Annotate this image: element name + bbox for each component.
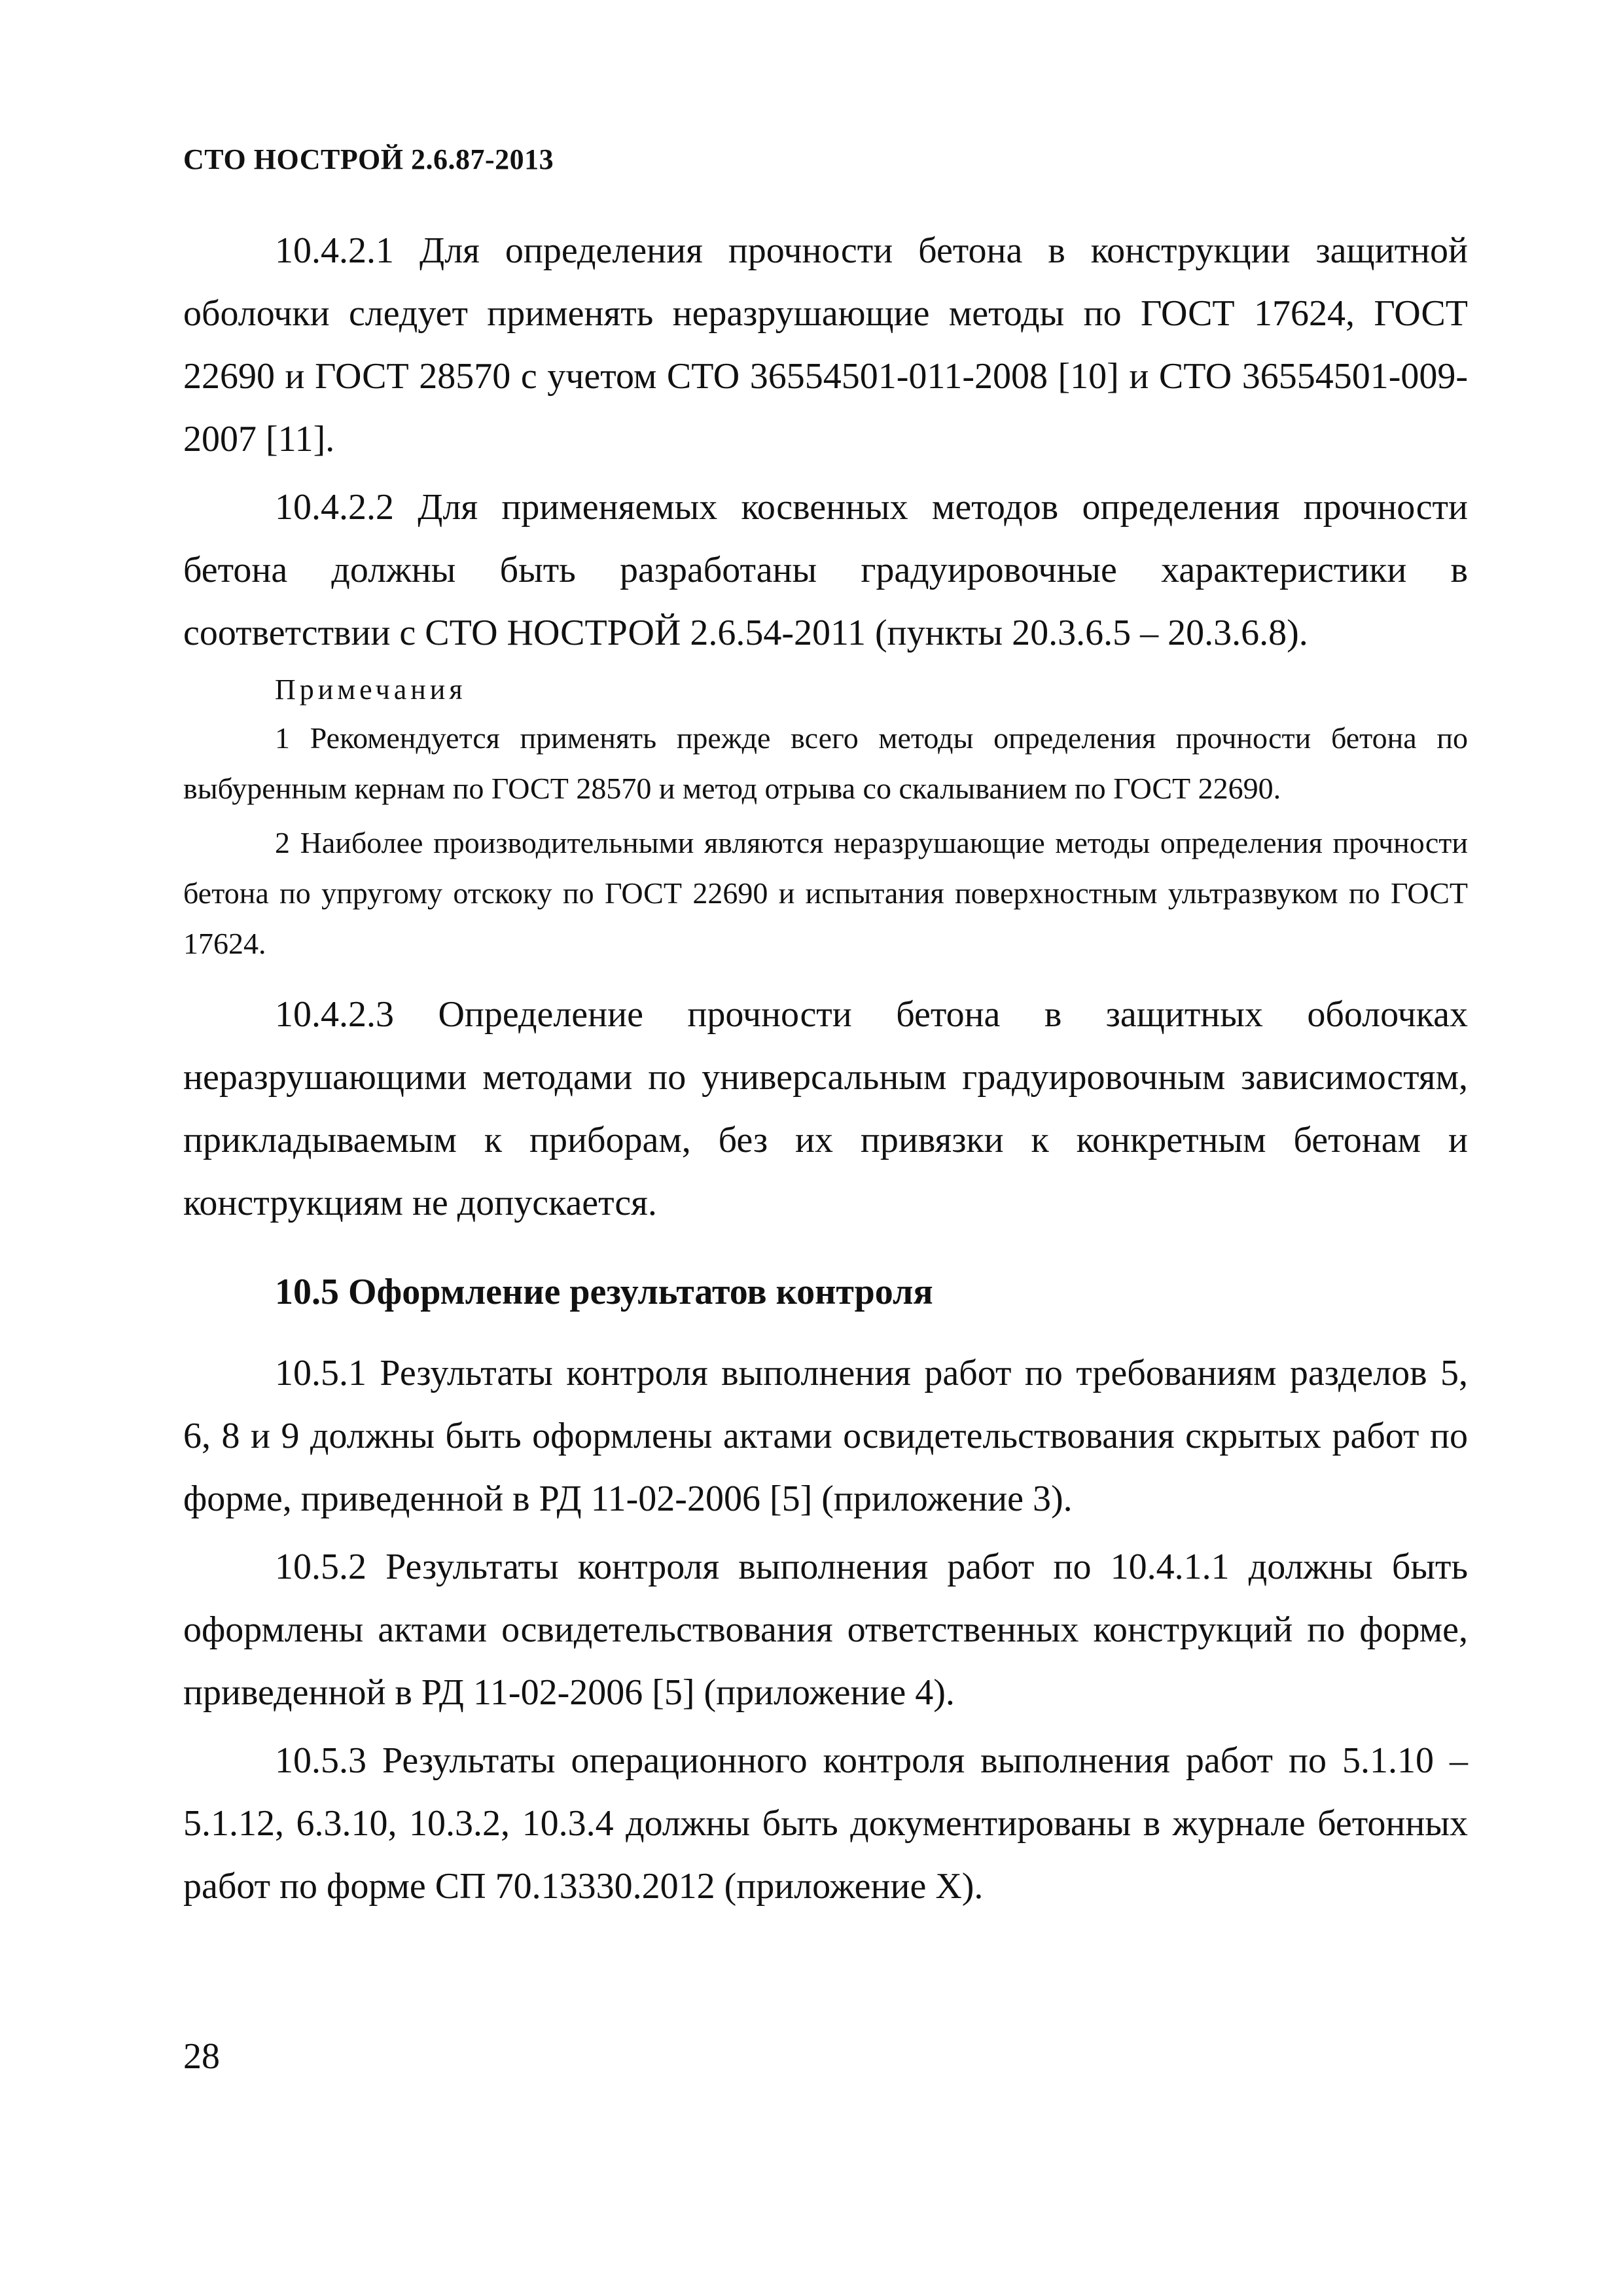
section-heading: 10.5 Оформление результатов контроля [275, 1272, 933, 1312]
page-number: 28 [183, 2036, 220, 2077]
note-2: 2 Наиболее производительными являются неразрушающие методы определения прочности бетона по упругому отскоку по ГОСТ 22690 и испытания поверхностным ультразвуком по ГОСТ 17624. [183, 826, 1468, 960]
notes-title: Примечания [275, 673, 467, 706]
paragraph-10-5-3: 10.5.3 Результаты операционного контроля выполнения работ по 5.1.10 – 5.1.12, 6.3.10, 10.3.2, 10.3.4 должны быть документированы в журнале бетонных работ по форме СП 70.13330.2012 (приложение Х). [183, 1740, 1468, 1907]
paragraph-10-5-2: 10.5.2 Результаты контроля выполнения работ по 10.4.1.1 должны быть оформлены актами освидетельствования ответственных конструкций по форме, приведенной в РД 11-02-2006 [5] (приложение 4). [183, 1547, 1468, 1713]
document-body [183, 219, 1468, 1923]
paragraph-10-4-2-2: 10.4.2.2 Для применяемых косвенных методов определения прочности бетона должны быть разработаны градуировочные характеристики в соответствии с СТО НОСТРОЙ 2.6.54-2011 (пункты 20.3.6.5 – 20.3.6.8). [183, 487, 1468, 653]
document-header: СТО НОСТРОЙ 2.6.87-2013 [183, 143, 554, 175]
notes-block [183, 667, 1468, 969]
paragraph-10-5-1: 10.5.1 Результаты контроля выполнения работ по требованиям разделов 5, 6, 8 и 9 должны быть оформлены актами освидетельствования скрытых работ по форме, приведенной в РД 11-02-2006 [5] (приложение 3). [183, 1353, 1468, 1519]
paragraph-10-4-2-3: 10.4.2.3 Определение прочности бетона в защитных оболочках неразрушающими методами по универсальным градуировочным зависимостям, прикладываемым к приборам, без их привязки к конкретным бетонам и конструкциям не допускается. [183, 994, 1468, 1223]
note-1: 1 Рекомендуется применять прежде всего методы определения прочности бетона по выбуренным кернам по ГОСТ 28570 и метод отрыва со скалыванием по ГОСТ 22690. [183, 721, 1468, 805]
paragraph-10-4-2-1: 10.4.2.1 Для определения прочности бетона в конструкции защитной оболочки следует применять неразрушающие методы по ГОСТ 17624, ГОСТ 22690 и ГОСТ 28570 с учетом СТО 36554501-011-2008 [10] и СТО 36554501-009-2007 [11]. [183, 230, 1468, 459]
